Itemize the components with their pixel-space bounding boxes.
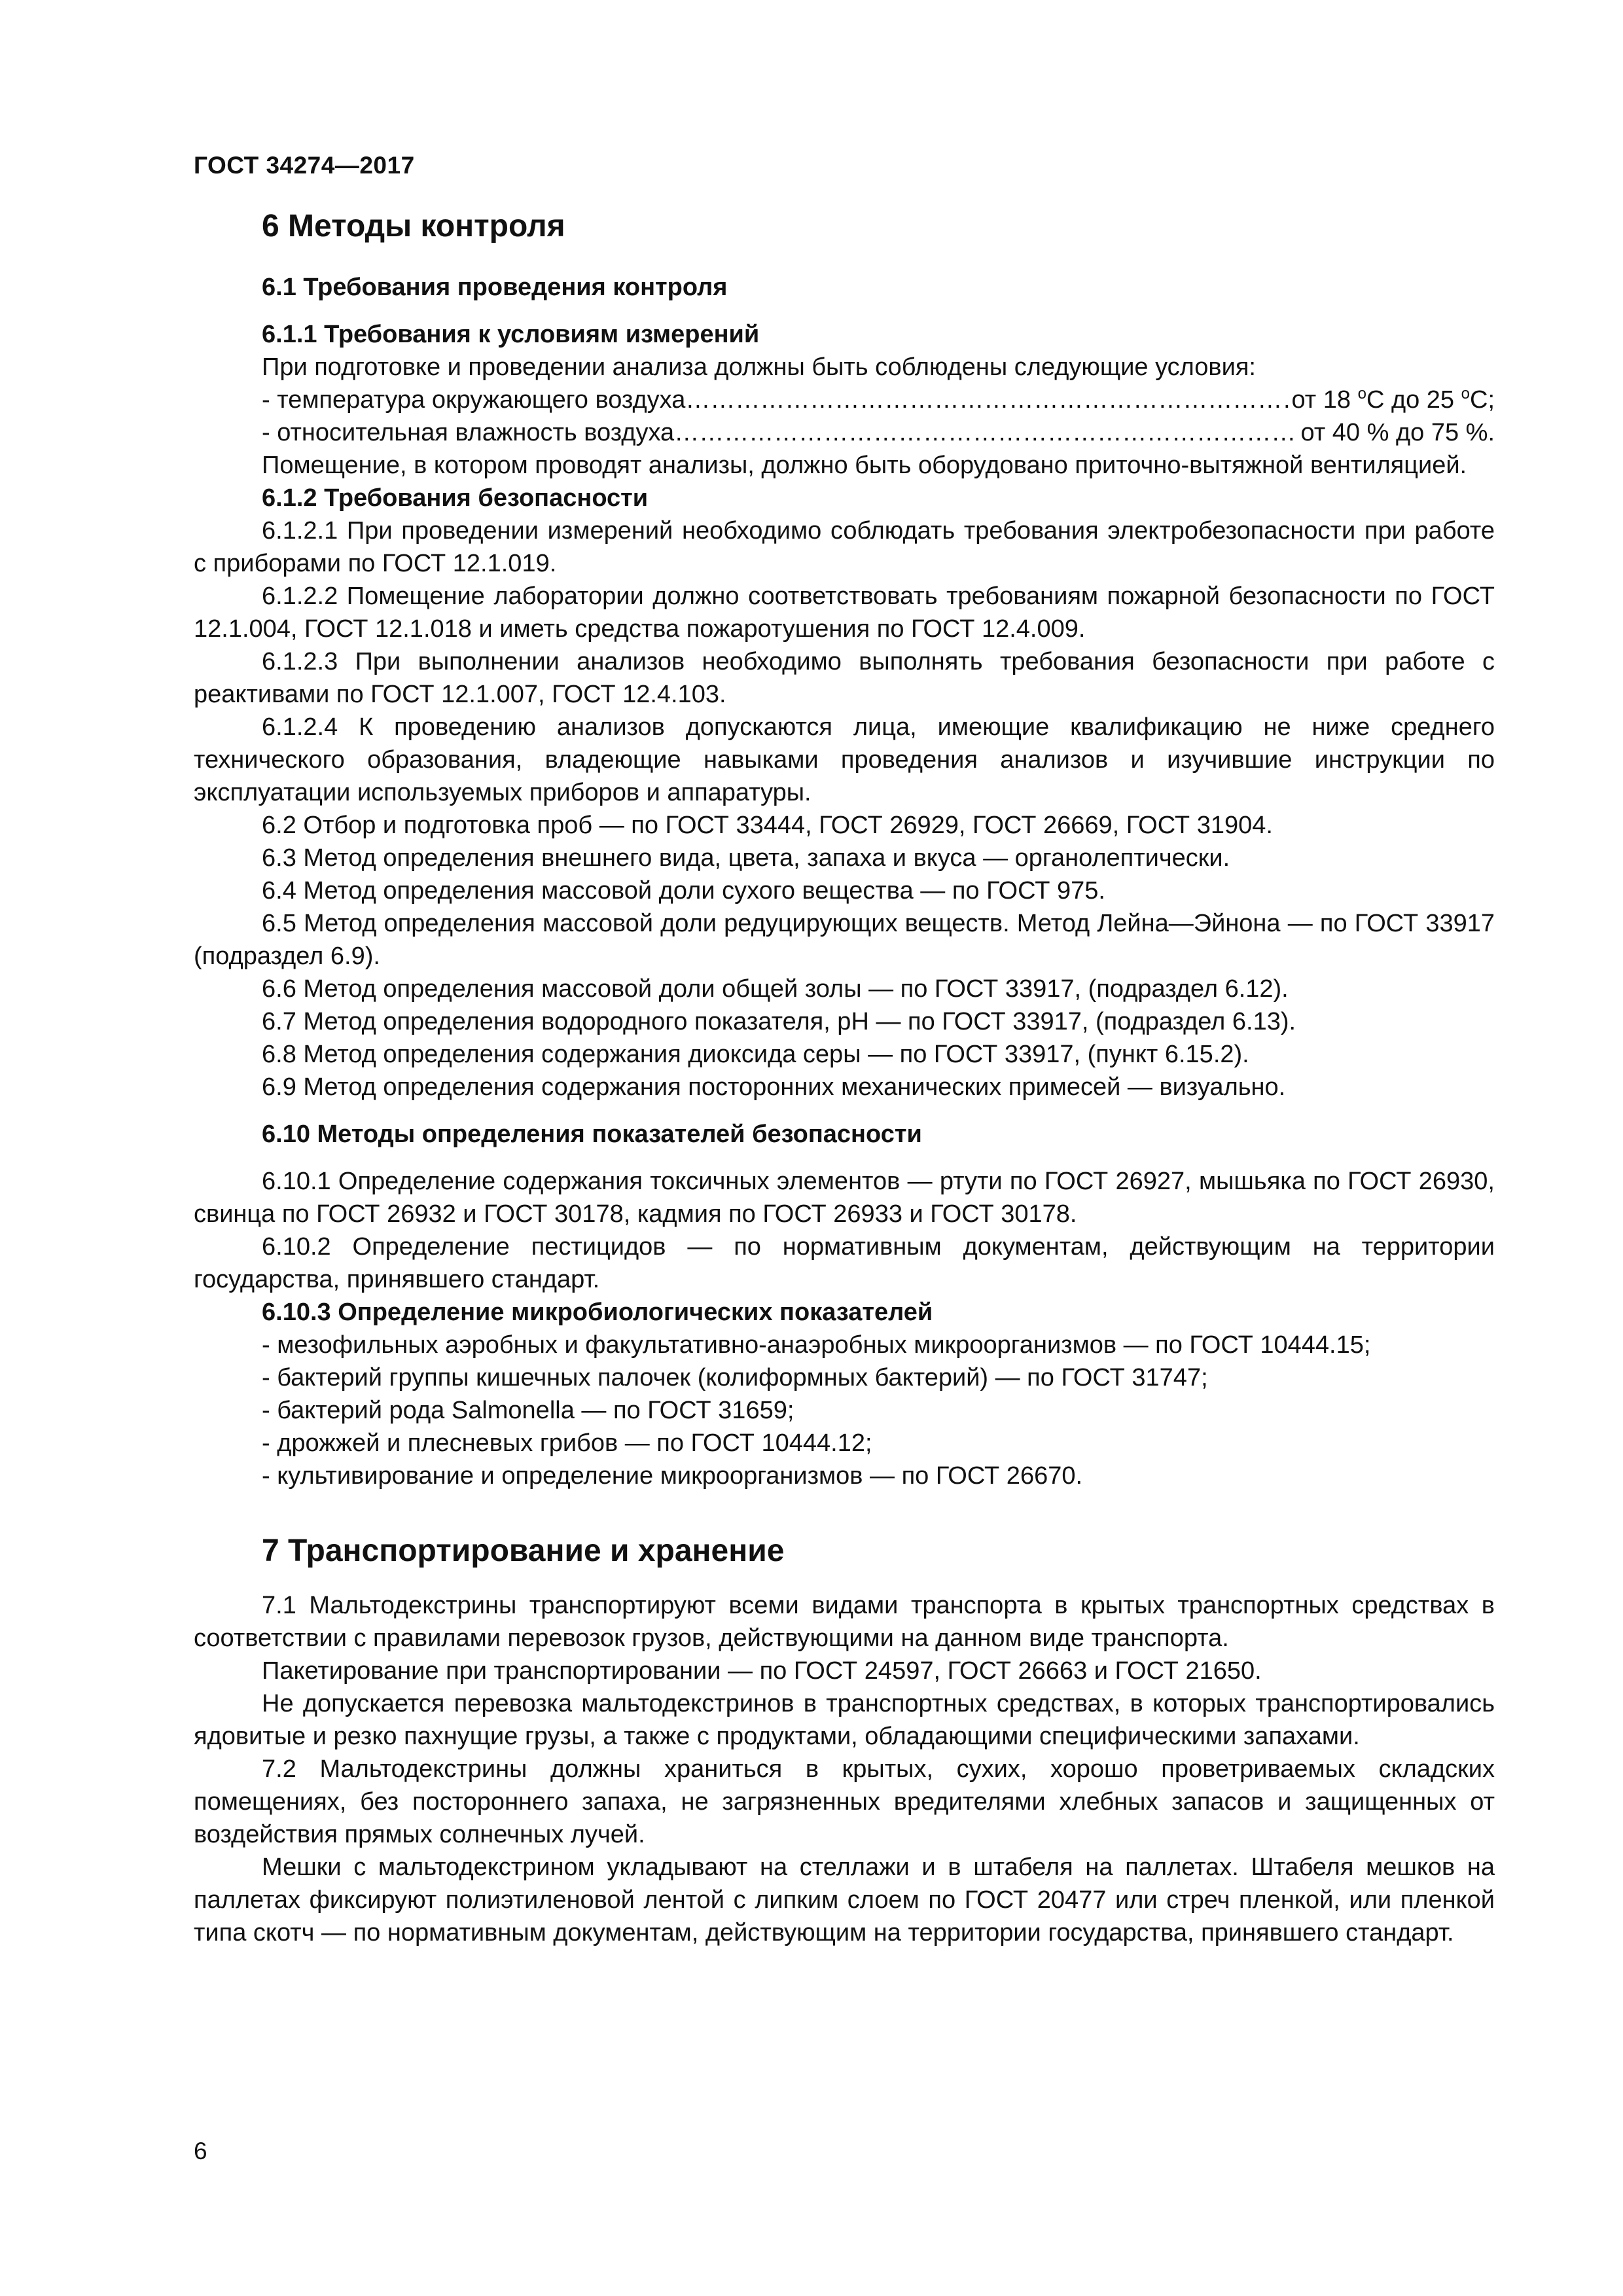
paragraph-6-3: 6.3 Метод определения внешнего вида, цвета, запаха и вкуса — органолептически. [262,844,1230,872]
paragraph-room: Помещение, в котором проводят анализы, должно быть оборудовано приточно-вытяжной вентиляцией. [262,452,1467,479]
paragraph-6-6: 6.6 Метод определения массовой доли общей золы — по ГОСТ 33917, (подраздел 6.12). [262,975,1289,1003]
paragraph-6-7: 6.7 Метод определения водородного показателя, pH — по ГОСТ 33917, (подраздел 6.13). [262,1008,1296,1035]
section-6-10-title: 6.10 Методы определения показателей безопасности [262,1121,922,1148]
paragraph-7-1-packaging: Пакетирование при транспортировании — по ГОСТ 24597, ГОСТ 26663 и ГОСТ 21650. [262,1657,1262,1685]
list-item: - дрожжей и плесневых грибов — по ГОСТ 10444.12; [262,1429,872,1457]
condition-humidity-label: - относительная влажность воздуха [262,419,675,446]
section-6-1-2-title: 6.1.2 Требования безопасности [262,484,649,512]
paragraph-7-2: 7.2 Мальтодекстрины должны храниться в крытых, сухих, хорошо проветриваемых складских помещениях, без постороннего запаха, не загрязненных вредителями хлебных запасов и защищенных от воздействия прямых солнечных лучей. [194,1755,1495,1848]
leader-dots [685,384,1289,416]
paragraph-6-1-2-4: 6.1.2.4 К проведению анализов допускаются лица, имеющие квалификацию не ниже среднего технического образования, владеющие навыками проведения анализов и изучившие инструкции по эксплуатации используемых приборов и аппаратуры. [194,713,1495,806]
section-6-1-1-title: 6.1.1 Требования к условиям измерений [262,321,760,348]
condition-temperature-value: от 18 $^о$С до 25 $^о$С; [1291,385,1495,414]
condition-temperature [262,384,1495,416]
conditions-intro: При подготовке и проведении анализа должны быть соблюдены следующие условия: [262,353,1256,381]
section-6-title: 6 Методы контроля [262,209,565,243]
list-item: - культивирование и определение микроорганизмов — по ГОСТ 26670. [262,1462,1083,1490]
paragraph-6-1-2-1: 6.1.2.1 При проведении измерений необходимо соблюдать требования электробезопасности при работе с приборами по ГОСТ 12.1.019. [194,517,1495,577]
paragraph-7-2-stacking: Мешки с мальтодекстрином укладывают на стеллажи и в штабеля на паллетах. Штабеля мешков на паллетах фиксируют полиэтиленовой лентой с липким слоем по ГОСТ 20477 или стреч пленкой, или пленкой типа скотч — по нормативным документам, действующим на территории государства, принявшего стандарт. [194,1854,1495,1946]
paragraph-6-1-2-3: 6.1.2.3 При выполнении анализов необходимо выполнять требования безопасности при работе с реактивами по ГОСТ 12.1.007, ГОСТ 12.4.103. [194,648,1495,708]
paragraph-6-5: 6.5 Метод определения массовой доли редуцирующих веществ. Метод Лейна—Эйнона — по ГОСТ 33917 (подраздел 6.9). [194,910,1495,970]
paragraph-6-10-1: 6.10.1 Определение содержания токсичных элементов — ртути по ГОСТ 26927, мышьяка по ГОСТ 26930, свинца по ГОСТ 26932 и ГОСТ 30178, кадмия по ГОСТ 26933 и ГОСТ 30178. [194,1168,1495,1228]
document-header: ГОСТ 34274—2017 [194,152,415,179]
condition-humidity-value: от 40 % до 75 %. [1300,419,1495,446]
document-body [194,207,1495,1949]
section-7-title: 7 Транспортирование и хранение [262,1534,785,1568]
condition-temperature-label: - температура окружающего воздуха [262,386,686,414]
leader-dots [674,416,1298,449]
paragraph-6-1-2-2: 6.1.2.2 Помещение лаборатории должно соответствовать требованиям пожарной безопасности по ГОСТ 12.1.004, ГОСТ 12.1.018 и иметь средства пожаротушения по ГОСТ 12.4.009. [194,583,1495,643]
paragraph-6-8: 6.8 Метод определения содержания диоксида серы — по ГОСТ 33917, (пункт 6.15.2). [262,1041,1249,1068]
paragraph-7-1-restriction: Не допускается перевозка мальтодекстринов в транспортных средствах, в которых транспортировались ядовитые и резко пахнущие грузы, а также с продуктами, обладающими специфическими запахами. [194,1690,1495,1750]
paragraph-6-2: 6.2 Отбор и подготовка проб — по ГОСТ 33444, ГОСТ 26929, ГОСТ 26669, ГОСТ 31904. [262,812,1273,839]
paragraph-6-9: 6.9 Метод определения содержания посторонних механических примесей — визуально. [262,1073,1286,1101]
section-6-1-title: 6.1 Требования проведения контроля [262,274,728,301]
section-6-10-3-title: 6.10.3 Определение микробиологических показателей [262,1299,933,1326]
paragraph-6-4: 6.4 Метод определения массовой доли сухого вещества — по ГОСТ 975. [262,877,1105,905]
list-item: - мезофильных аэробных и факультативно-анаэробных микроорганизмов — по ГОСТ 10444.15; [262,1331,1371,1359]
page-number: 6 [194,2138,207,2164]
paragraph-7-1: 7.1 Мальтодекстрины транспортируют всеми видами транспорта в крытых транспортных средствах в соответствии с правилами перевозок грузов, действующими на данном виде транспорта. [194,1592,1495,1652]
list-item: - бактерий рода Salmonella — по ГОСТ 31659; [262,1397,794,1424]
paragraph-6-10-2: 6.10.2 Определение пестицидов — по нормативным документам, действующим на территории государства, принявшего стандарт. [194,1233,1495,1293]
list-item: - бактерий группы кишечных палочек (колиформных бактерий) — по ГОСТ 31747; [262,1364,1208,1391]
condition-humidity [262,416,1495,449]
